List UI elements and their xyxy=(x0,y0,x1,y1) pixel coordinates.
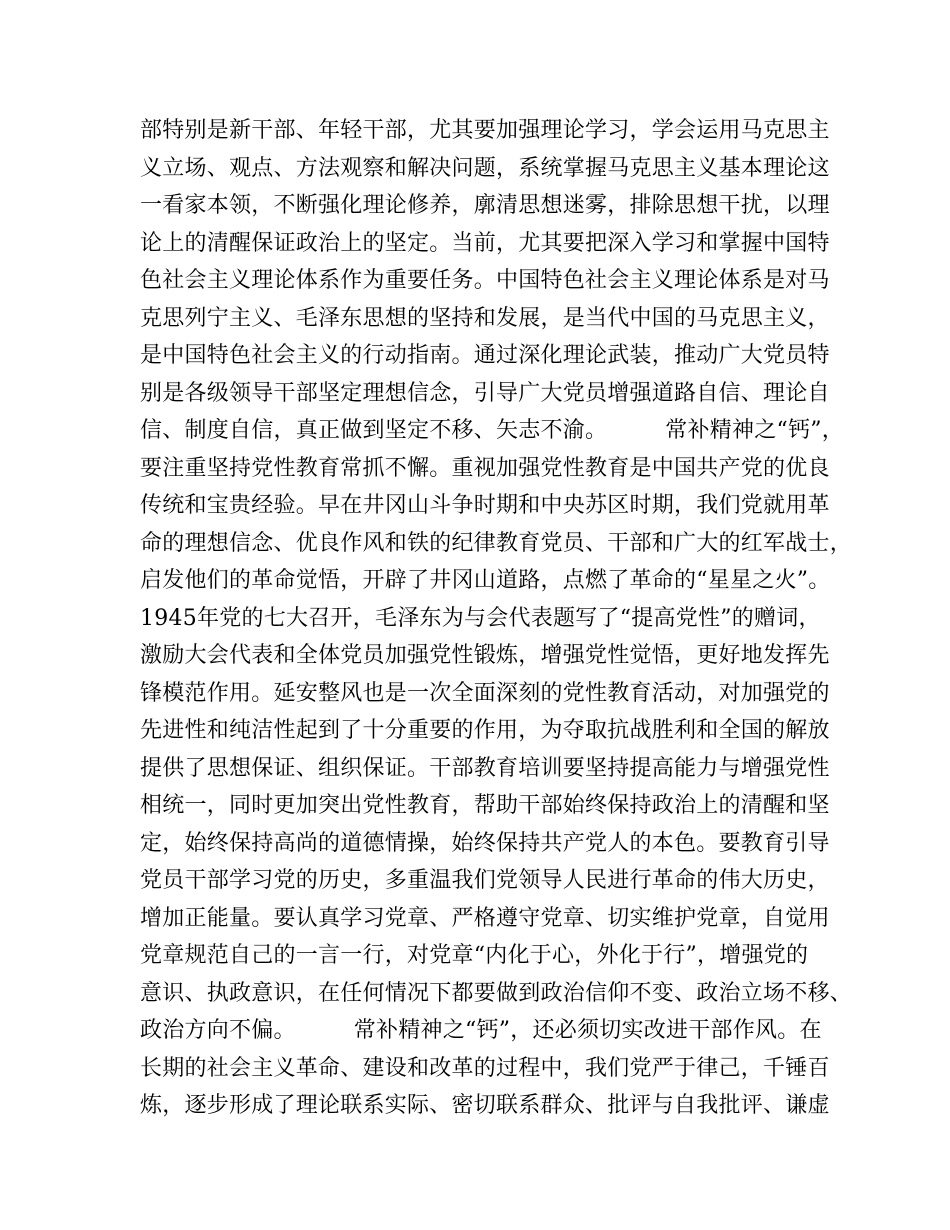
text-line: 增加正能量。要认真学习党章、严格遵守党章、切实维护党章，自觉用 xyxy=(140,905,830,931)
text-line: 命的理想信念、优良作风和铁的纪律教育党员、干部和广大的红军战士， xyxy=(140,530,853,556)
text-line: 是中国特色社会主义的行动指南。通过深化理论武装，推动广大党员特 xyxy=(140,343,830,368)
text-line: 定，始终保持高尚的道德情操，始终保持共产党人的本色。要教育引导 xyxy=(140,830,830,856)
text-line: 政治方向不偏。 常补精神之“钙”，还必须切实改进干部作风。在 xyxy=(140,1018,822,1043)
text-line: 启发他们的革命觉悟，开辟了井冈山道路，点燃了革命的“星星之火”。 xyxy=(140,568,831,593)
text-line: 色社会主义理论体系作为重要任务。中国特色社会主义理论体系是对马 xyxy=(140,268,830,293)
text-line: 锋模范作用。延安整风也是一次全面深刻的党性教育活动，对加强党的 xyxy=(140,680,830,706)
text-line: 先进性和纯洁性起到了十分重要的作用，为夺取抗战胜利和全国的解放 xyxy=(140,718,830,743)
text-line: 意识、执政意识，在任何情况下都要做到政治信仰不变、政治立场不移、 xyxy=(140,980,853,1006)
text-line: 信、制度自信，真正做到坚定不移、矢志不渝。 常补精神之“钙”， xyxy=(140,418,844,443)
body-text xyxy=(140,112,853,1125)
text-line: 长期的社会主义革命、建设和改革的过程中，我们党严于律己，千锤百 xyxy=(140,1055,830,1081)
text-line: 传统和宝贵经验。早在井冈山斗争时期和中央苏区时期，我们党就用革 xyxy=(140,493,830,518)
text-line: 要注重坚持党性教育常抓不懈。重视加强党性教育是中国共产党的优良 xyxy=(140,455,830,481)
text-line: 1945年党的七大召开，毛泽东为与会代表题写了“提高党性”的赠词， xyxy=(140,605,821,631)
text-line: 部特别是新干部、年轻干部，尤其要加强理论学习，学会运用马克思主 xyxy=(140,118,830,143)
text-line: 激励大会代表和全体党员加强党性锻炼，增强党性觉悟，更好地发挥先 xyxy=(140,643,830,668)
text-line: 一看家本领，不断强化理论修养，廓清思想迷雾，排除思想干扰，以理 xyxy=(140,193,830,218)
text-line: 党员干部学习党的历史，多重温我们党领导人民进行革命的伟大历史， xyxy=(140,868,830,893)
text-line: 别是各级领导干部坚定理想信念，引导广大党员增强道路自信、理论自 xyxy=(140,380,830,406)
text-line: 论上的清醒保证政治上的坚定。当前，尤其要把深入学习和掌握中国特 xyxy=(140,230,830,256)
text-line: 义立场、观点、方法观察和解决问题，系统掌握马克思主义基本理论这 xyxy=(140,155,830,181)
text-line: 党章规范自己的一言一行，对党章“内化于心，外化于行”，增强党的 xyxy=(140,943,809,968)
text-line: 克思列宁主义、毛泽东思想的坚持和发展，是当代中国的马克思主义， xyxy=(140,305,830,331)
text-line: 炼，逐步形成了理论联系实际、密切联系群众、批评与自我批评、谦虚 xyxy=(140,1093,830,1118)
text-line: 提供了思想保证、组织保证。干部教育培训要坚持提高能力与增强党性 xyxy=(140,755,830,781)
text-line: 相统一，同时更加突出党性教育，帮助干部始终保持政治上的清醒和坚 xyxy=(140,793,830,818)
